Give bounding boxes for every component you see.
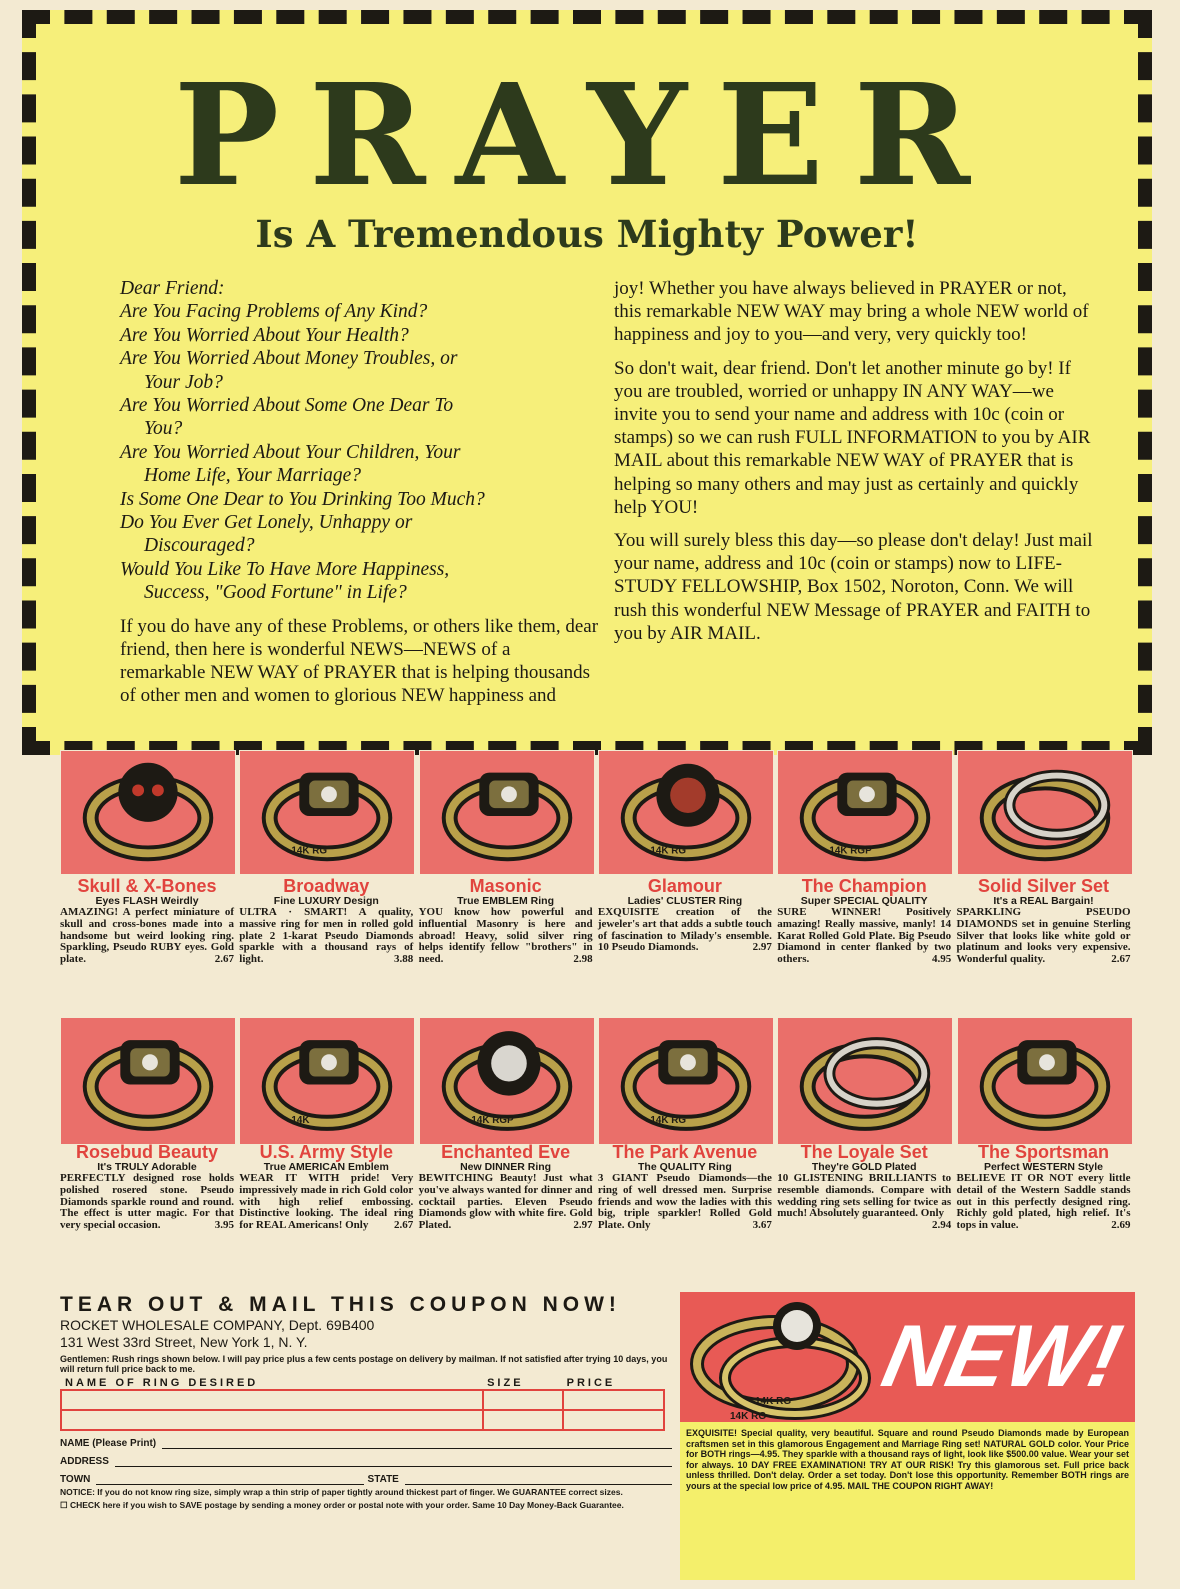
- ring-tagline: New DINNER Ring: [460, 1161, 552, 1173]
- ring-image-loyale: [777, 1017, 953, 1145]
- question-line: Are You Worried About Money Troubles, or: [120, 348, 458, 370]
- ring-description: [239, 1173, 413, 1232]
- ring-name: Skull & X-Bones: [77, 876, 217, 896]
- ring-price: 4.95: [931, 953, 952, 966]
- ring-image-silver: [957, 750, 1133, 875]
- col-price: PRICE: [566, 1377, 616, 1389]
- ring-name: The Loyale Set: [800, 1142, 928, 1162]
- question-line: Are You Facing Problems of Any Kind?: [120, 301, 428, 323]
- broadway-ring-icon: [240, 751, 414, 874]
- ring-description: [598, 1173, 772, 1232]
- right-paragraph-3: You will surely bless this day—so please don't delay! Just mail your name, address and 10c (coin or stamps) now to LIFE-STUDY FELLOWSHIP, Box 1502, Noroton, Conn. We will rush this wonderful NEW Message of PRAYER and FAITH to you by AIR MAIL.: [614, 530, 1093, 644]
- ring-tagline: It's TRULY Adorable: [97, 1161, 197, 1173]
- ring-description: [777, 907, 951, 966]
- ring-stamp-1: 14K RG: [755, 1396, 792, 1407]
- question-line: Success, "Good Fortune" in Life?: [144, 582, 407, 604]
- sportsman-ring-icon: [958, 1018, 1132, 1144]
- ring-listing: [239, 1143, 413, 1232]
- ring-stamp-label: 14K RG: [291, 845, 328, 857]
- ring-image-army: [239, 1017, 415, 1145]
- ring-image-broadway: [239, 750, 415, 875]
- col-size: SIZE: [487, 1377, 524, 1389]
- ring-price: 3.95: [214, 1219, 234, 1232]
- ring-description: [419, 907, 593, 966]
- ring-description-text: 3 GIANT Pseudo Diamonds—the ring of well dressed men. Surprise friends and wow the ladies with this big, triple sparkler! Rolled Gold Plate. Only: [597, 1172, 772, 1232]
- question-line: Is Some One Dear to You Drinking Too Much?: [120, 488, 485, 510]
- ring-price: 2.97: [752, 941, 772, 954]
- ring-description-text: AMAZING! A perfect miniature of skull and cross-bones made into a handsome but weird looking ring. Sparkling, Pseudo RUBY eyes. Gold plate.: [60, 906, 234, 966]
- ring-listing: [598, 1143, 772, 1232]
- ring-description: [598, 907, 772, 954]
- ring-price: 2.67: [394, 1219, 414, 1232]
- question-line: You?: [144, 418, 183, 440]
- ring-name: The Champion: [801, 876, 927, 896]
- ring-tagline: Fine LUXURY Design: [273, 895, 379, 907]
- question-line: Dear Friend:: [120, 278, 225, 299]
- left-paragraph: If you do have any of these Problems, or others like them, dear friend, then here is wonderful NEWS—NEWS of a remarkable NEW WAY of PRAYER that is helping thousands of other men and women to glorious NEW happiness and: [120, 615, 599, 707]
- ring-image-row-1: [60, 750, 1136, 875]
- army-ring-icon: [240, 1018, 414, 1144]
- question-line: Your Job?: [144, 371, 223, 393]
- eve-ring-icon: [420, 1018, 594, 1144]
- ring-listing: [419, 877, 593, 966]
- coupon-company: ROCKET WHOLESALE COMPANY, Dept. 69B400: [60, 1317, 375, 1333]
- order-table[interactable]: [60, 1377, 665, 1431]
- ring-image-park: [598, 1017, 774, 1145]
- ring-description-text: WEAR IT WITH pride! Very impressively made in rich Gold color with high relief embossing. Distinctive looking. The ideal ring for REAL Americans! Only: [239, 1172, 414, 1232]
- ring-image-row-2: [60, 1017, 1136, 1145]
- prayer-subhead: Is A Tremendous Mighty Power!: [255, 212, 919, 256]
- ring-description-text: SPARKLING PSEUDO DIAMONDS set in genuine Sterling Silver that looks like white gold or platinum and looks very expensive. Wonderful quality.: [956, 906, 1131, 966]
- size-notice: NOTICE: If you do not know ring size, simply wrap a thin strip of paper tightly around thickest part of finger. We GUARANTEE correct sizes.: [60, 1487, 623, 1497]
- ring-tagline: They're GOLD Plated: [811, 1161, 917, 1173]
- ring-stamp-label: 14K RG: [650, 1114, 686, 1126]
- ring-price: 2.67: [1111, 953, 1131, 966]
- skull-ring-icon: [61, 751, 235, 874]
- ring-description: [419, 1173, 593, 1232]
- name-field[interactable]: NAME (Please Print): [60, 1438, 672, 1449]
- ring-tagline: Ladies' CLUSTER Ring: [627, 895, 743, 907]
- ring-name: Masonic: [469, 876, 542, 896]
- ring-name: Broadway: [283, 876, 370, 896]
- address-line[interactable]: [115, 1456, 672, 1467]
- town-line[interactable]: [96, 1474, 363, 1485]
- ring-description-text: PERFECTLY designed rose holds polished rosered stone. Pseudo Diamonds sparkle round and round. The effect is utter magic. For that very special occasion.: [60, 1172, 234, 1232]
- town-state-field[interactable]: TOWN STATE: [60, 1474, 672, 1485]
- order-coupon[interactable]: [60, 1293, 672, 1578]
- ring-tagline: True EMBLEM Ring: [457, 895, 555, 907]
- ring-listing: [598, 877, 772, 954]
- ring-description: [957, 907, 1131, 966]
- ring-price: 3.88: [394, 953, 414, 966]
- ring-description-text: ULTRA · SMART! A quality, massive ring for men in rolled gold plate 2 1-karat Pseudo Diamonds sparkle with a thousand rays of light.: [239, 906, 414, 966]
- ring-name: Enchanted Eve: [441, 1142, 571, 1162]
- ring-tagline: True AMERICAN Emblem: [263, 1161, 389, 1173]
- ring-description: [777, 1172, 952, 1232]
- ring-image-eve: [419, 1017, 595, 1145]
- coupon-title: TEAR OUT & MAIL THIS COUPON NOW!: [60, 1293, 621, 1316]
- address-field[interactable]: ADDRESS: [60, 1456, 672, 1467]
- ring-listing: [777, 877, 951, 966]
- ring-tagline: Perfect WESTERN Style: [983, 1161, 1104, 1173]
- rosebud-ring-icon: [61, 1018, 235, 1144]
- right-paragraph-2: So don't wait, dear friend. Don't let another minute go by! If you are troubled, worried or unhappy IN ANY WAY—we invite you to send your name and address with 10c (coin or stamps) so we can rush FULL INFORMATION to you by AIR MAIL about this remarkable NEW WAY of PRAYER that is helping so many others and may just as certainly and quickly help YOU!: [614, 357, 1091, 518]
- ring-tagline: Super SPECIAL QUALITY: [800, 895, 928, 907]
- ring-description-text: BEWITCHING Beauty! Just what you've always wanted for dinner and cocktail parties. Eleven Pseudo Diamonds glow with white fire. Gold Plated.: [418, 1172, 593, 1232]
- price-cell[interactable]: [563, 1410, 664, 1430]
- ring-description-text: SURE WINNER! Positively amazing! Really massive, manly! 14 Karat Rolled Gold Plate. Big Pseudo Diamond in center flanked by two others.: [777, 906, 952, 966]
- park-ring-icon: [599, 1018, 773, 1144]
- prayer-headline: PRAYER: [173, 54, 1001, 218]
- question-line: Do You Ever Get Lonely, Unhappy or: [120, 512, 413, 534]
- ring-name: Rosebud Beauty: [75, 1142, 219, 1162]
- ring-name: The Park Avenue: [612, 1142, 758, 1162]
- ring-name-cell[interactable]: [61, 1410, 483, 1430]
- ring-name: The Sportsman: [977, 1142, 1110, 1162]
- ring-name: Glamour: [647, 876, 722, 896]
- question-line: Are You Worried About Your Health?: [120, 324, 409, 346]
- ring-description-text: 10 GLISTENING BRILLIANTS to resemble diamonds. Compare with wedding ring sets selling for twice as much! Absolutely guaranteed. Only: [777, 1172, 952, 1220]
- ring-stamp-label: 14K RGP: [471, 1114, 514, 1126]
- ring-listing: [60, 1143, 234, 1232]
- ring-tagline: The QUALITY Ring: [638, 1161, 732, 1173]
- ring-name: Solid Silver Set: [977, 876, 1110, 896]
- coupon-address: 131 West 33rd Street, New York 1, N. Y.: [60, 1334, 308, 1350]
- ring-listing: [777, 1143, 951, 1232]
- ring-listing: [239, 877, 413, 966]
- ring-price: 2.97: [573, 1219, 593, 1232]
- ring-image-champion: [777, 750, 953, 875]
- size-cell[interactable]: [483, 1410, 563, 1430]
- new-ring-description: EXQUISITE! Special quality, very beautiful. Square and round Pseudo Diamonds made by European craftsmen set in this glamorous Engagement and Marriage Ring set! NATURAL GOLD color. Your Price for BOTH rings—4.95. They sparkle with a thousand rays of light, look like $500.00 value. Wear your set for always. 10 DAY FREE EXAMINATION! TRY AT OUR RISK! Try this glamorous set. Full price back unless thrilled. Don't delay. Order a set today. Don't lose this opportunity. Remember BOTH rings are yours at the special low price of 4.95. MAIL THE COUPON RIGHT AWAY!: [680, 1422, 1135, 1580]
- question-line: Are You Worried About Your Children, Your: [120, 441, 461, 463]
- ring-name-cell[interactable]: [61, 1390, 483, 1410]
- champion-ring-icon: [778, 751, 952, 874]
- col-ring-name: NAME OF RING DESIRED: [65, 1377, 259, 1389]
- ring-image-masonic: [419, 750, 595, 875]
- ring-description-text: BELIEVE IT OR NOT every little detail of the Western Saddle stands out in this perfectly designed ring. Richly gold plated, high relief. It's tops in value.: [956, 1172, 1131, 1232]
- question-line: Would You Like To Have More Happiness,: [120, 558, 450, 580]
- ring-description: [60, 1173, 234, 1232]
- ring-tagline: Eyes FLASH Weirdly: [95, 895, 199, 907]
- name-line[interactable]: [162, 1438, 672, 1449]
- loyale-ring-icon: [778, 1018, 952, 1144]
- question-line: Discouraged?: [144, 535, 255, 557]
- ring-description: [60, 907, 234, 966]
- masonic-ring-icon: [420, 751, 594, 874]
- silver-ring-icon: [958, 751, 1132, 874]
- ring-name: U.S. Army Style: [259, 1142, 393, 1162]
- ring-price: 3.67: [752, 1219, 772, 1232]
- ring-description: [239, 907, 413, 966]
- state-line[interactable]: [405, 1474, 672, 1485]
- ring-stamp-label: 14K RG: [650, 845, 687, 857]
- order-row[interactable]: [61, 1410, 664, 1430]
- ring-image-sportsman: [957, 1017, 1133, 1145]
- ring-image-rosebud: [60, 1017, 236, 1145]
- ring-listing: [60, 877, 234, 966]
- ring-tagline: It's a REAL Bargain!: [993, 895, 1094, 907]
- ring-price: 2.94: [931, 1219, 952, 1232]
- ring-stamp-label: 14K: [291, 1114, 310, 1126]
- prayer-ad-box: [22, 10, 1152, 755]
- ring-description-text: YOU know how powerful and influential Masonry is here and abroad! Heavy, solid silver ring helps identify fellow "brothers" in need.: [418, 906, 593, 966]
- size-cell[interactable]: [483, 1390, 563, 1410]
- ring-listing: [957, 877, 1131, 966]
- ring-listing: [957, 1143, 1131, 1232]
- ring-price: 2.98: [573, 953, 593, 966]
- question-line: Are You Worried About Some One Dear To: [120, 395, 454, 417]
- ring-stamp-2: 14K RG: [730, 1411, 767, 1422]
- prayer-left-column: [120, 277, 600, 718]
- question-list: [120, 277, 600, 605]
- ring-description-text: EXQUISITE creation of the jeweler's art that adds a subtle touch of fascination to Milady's ensemble. 10 Pseudo Diamonds.: [597, 906, 772, 954]
- ring-image-glamour: [598, 750, 774, 875]
- order-row[interactable]: [61, 1390, 664, 1410]
- ring-listing: [419, 1143, 593, 1232]
- new-banner: NEW!: [874, 1306, 1131, 1405]
- glamour-ring-icon: [599, 751, 773, 874]
- ring-description: [957, 1173, 1131, 1232]
- ring-price: 2.67: [214, 953, 234, 966]
- check-notice[interactable]: ☐ CHECK here if you wish to SAVE postage by sending a money order or postal note with your order. Same 10 Day Money-Back Guarantee.: [60, 1499, 624, 1510]
- question-line: Home Life, Your Marriage?: [144, 465, 362, 487]
- prayer-right-column: [614, 277, 1094, 655]
- ring-stamp-label: 14K RGP: [829, 845, 872, 857]
- right-paragraph-1: joy! Whether you have always believed in PRAYER or not, this remarkable NEW WAY may bring a whole NEW world of happiness and joy to you—and very, very quickly too!: [614, 278, 1089, 346]
- ring-image-skull: [60, 750, 236, 875]
- ring-price: 2.69: [1111, 1219, 1131, 1232]
- price-cell[interactable]: [563, 1390, 664, 1410]
- coupon-terms: Gentlemen: Rush rings shown below. I will pay price plus a few cents postage on delivery by mailman. If not satisfied after trying 10 days, you will return full price back to me.: [60, 1354, 668, 1374]
